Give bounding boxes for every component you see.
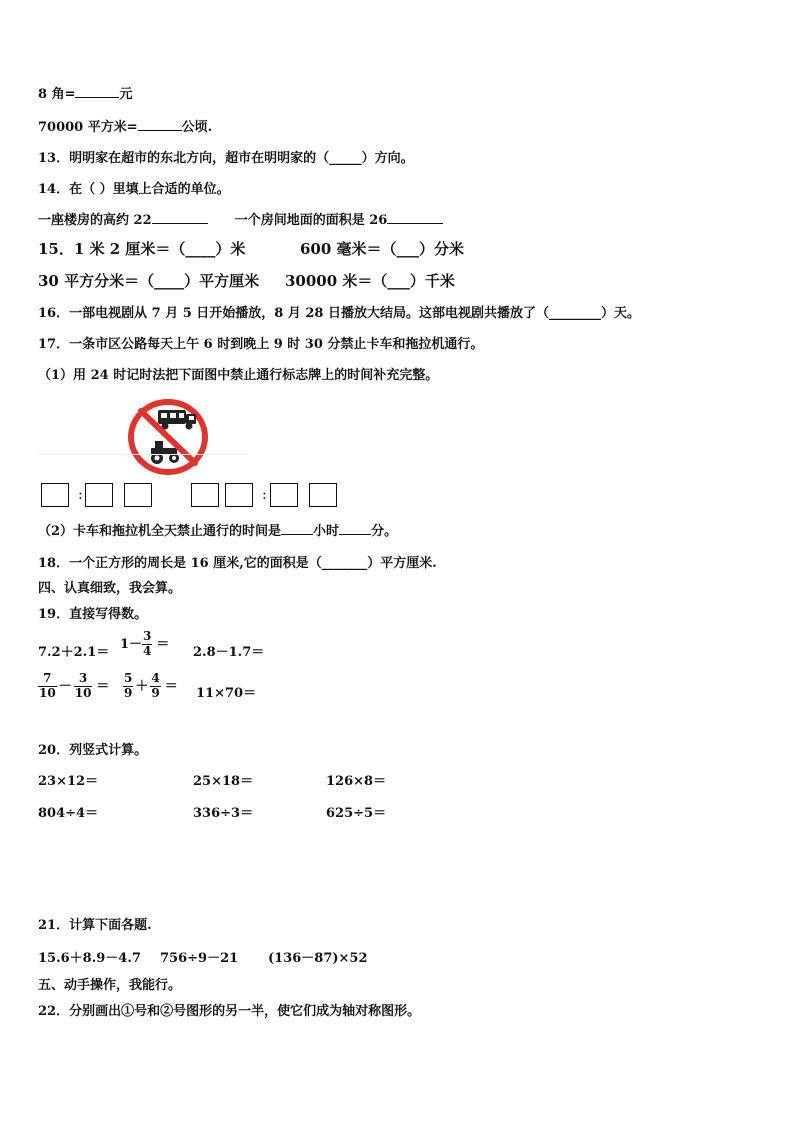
time-colon-2: :	[262, 487, 267, 503]
question-14-items: 一座楼房的高约 22 一个房间地面的面积是 26	[38, 209, 443, 228]
q20-expr-b: 25×18＝	[193, 774, 254, 789]
question-15a: 15．1 米 2 厘米＝（____）米	[38, 240, 246, 258]
fraction: $\frac{7}{10}$	[39, 671, 56, 700]
question-16: 16．一部电视剧从 7 月 5 日开始播放，8 月 28 日播放大结局。这部电视剧共播放了（________）天。	[38, 306, 640, 321]
time-box-minute-ones-2[interactable]	[309, 483, 337, 507]
time-box-minute-ones[interactable]	[124, 483, 152, 507]
fraction: $\frac{5}{9}$	[124, 671, 133, 700]
answer-blank-minutes[interactable]	[339, 522, 371, 535]
time-box-hour-tens-2[interactable]	[191, 483, 219, 507]
answer-blank-hours[interactable]	[281, 522, 313, 535]
question-21: 21．计算下面各题.	[38, 918, 152, 933]
question-15d: 30000 米＝（___）千米	[285, 272, 455, 290]
time-box-minute-tens-2[interactable]	[270, 483, 298, 507]
question-17-part-2: （2）卡车和拖拉机全天禁止通行的时间是 小时 分。	[38, 524, 398, 539]
question-18: 18．一个正方形的周长是 16 厘米,它的面积是（_______）平方厘米.	[38, 556, 437, 571]
answer-blank[interactable]	[152, 211, 208, 224]
q20-expr-d: 804÷4＝	[38, 806, 99, 821]
q21-expr-c: (136－87)×52	[268, 951, 368, 966]
section-5-heading: 五、动手操作，我能行。	[38, 978, 182, 993]
time-box-minute-tens[interactable]	[85, 483, 113, 507]
question-15b: 600 毫米＝（___）分米	[300, 240, 465, 258]
q20-expr-a: 23×12＝	[38, 774, 99, 789]
section-4-heading: 四、认真细致，我会算。	[38, 581, 182, 596]
time-box-hour-ones-2[interactable]	[225, 483, 253, 507]
q19-expr-1: 7.2＋2.1＝	[38, 645, 110, 660]
q19-expr-4: $\frac{7}{10}$ － $\frac{3}{10}$ ＝	[39, 671, 110, 700]
q21-expr-a: 15.6＋8.9－4.7	[38, 951, 141, 966]
no-trucks-tractors-sign-icon	[127, 398, 209, 480]
q20-expr-f: 625÷5＝	[326, 806, 387, 821]
fraction: $\frac{3}{4}$	[143, 629, 152, 658]
question-22: 22．分别画出①号和②号图形的另一半，使它们成为轴对称图形。	[38, 1004, 421, 1019]
time-colon: :	[78, 487, 83, 503]
question-13: 13．明明家在超市的东北方向，超市在明明家的（_____）方向。	[38, 151, 414, 166]
question-20: 20．列竖式计算。	[38, 743, 148, 758]
answer-blank[interactable]	[387, 211, 443, 224]
conversion-sqm-hectare: 70000 平方米= 公顷.	[38, 120, 213, 135]
question-14: 14．在（ ）里填上合适的单位。	[38, 182, 230, 197]
time-box-hour-tens[interactable]	[41, 483, 69, 507]
q20-expr-e: 336÷3＝	[193, 806, 254, 821]
question-15c: 30 平方分米＝（____）平方厘米	[38, 272, 260, 290]
q19-expr-2: 1－ $\frac{3}{4}$ ＝	[120, 629, 170, 658]
q19-expr-5: $\frac{5}{9}$ ＋ $\frac{4}{9}$ ＝	[124, 671, 178, 700]
fraction: $\frac{3}{10}$	[74, 671, 92, 700]
q21-expr-b: 756÷9－21	[160, 951, 239, 966]
faint-divider	[38, 454, 248, 455]
q19-expr-3: 2.8－1.7＝	[193, 645, 265, 660]
fraction: $\frac{4}{9}$	[151, 671, 160, 700]
conversion-jiao-yuan: 8 角= 元	[38, 87, 133, 102]
question-17: 17．一条市区公路每天上午 6 时到晚上 9 时 30 分禁止卡车和拖拉机通行。	[38, 337, 484, 352]
q20-expr-c: 126×8＝	[326, 774, 387, 789]
question-17-part-1: （1）用 24 时记时法把下面图中禁止通行标志牌上的时间补充完整。	[38, 368, 439, 383]
q19-expr-6: 11×70＝	[196, 686, 257, 701]
question-19: 19．直接写得数。	[38, 607, 148, 622]
answer-blank[interactable]	[75, 85, 119, 98]
answer-blank[interactable]	[138, 118, 182, 131]
